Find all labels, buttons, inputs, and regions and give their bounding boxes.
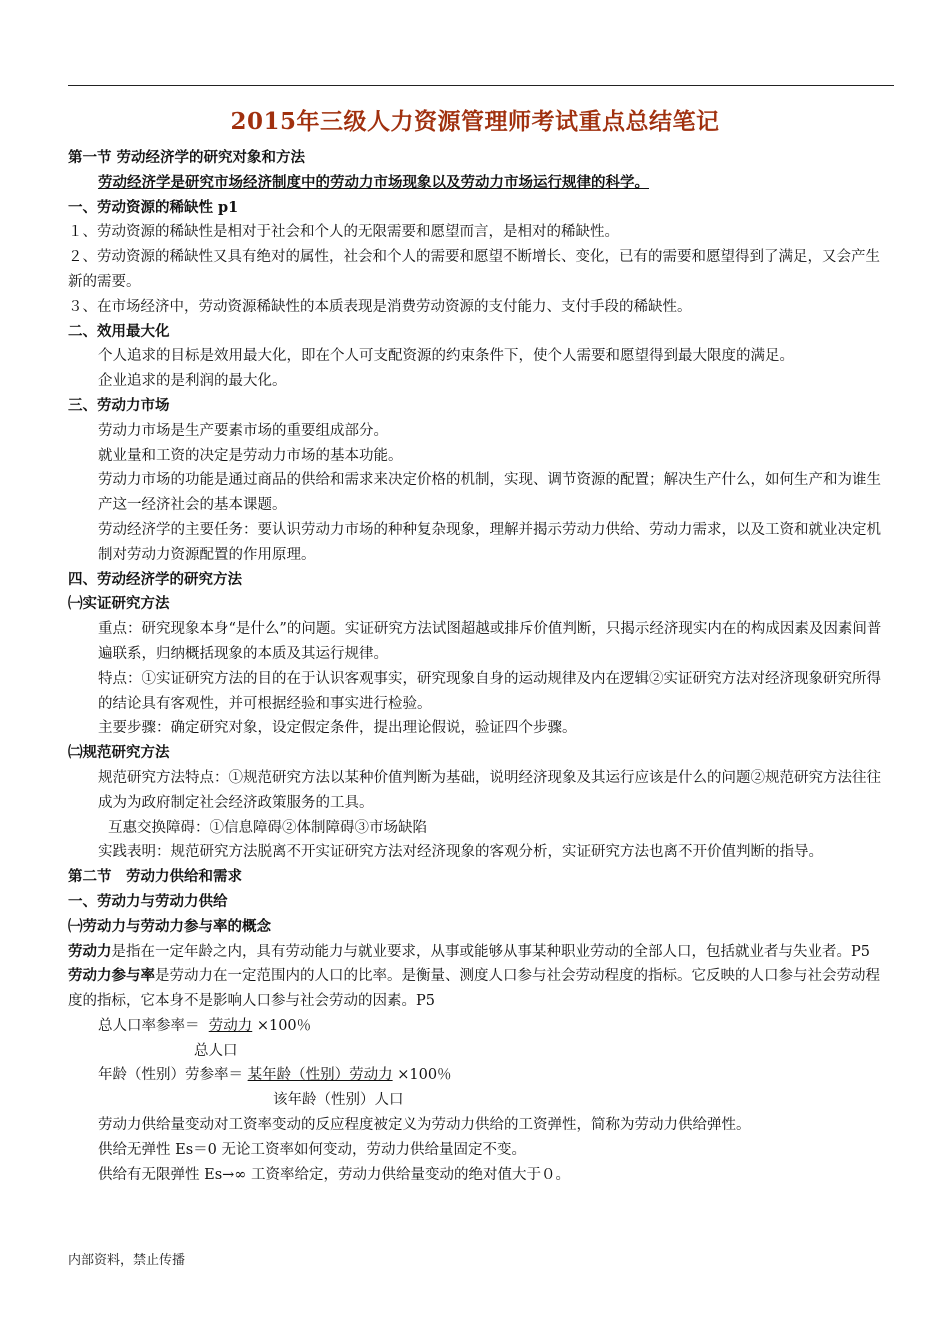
paragraph: 特点：①实证研究方法的目的在于认识客观事实，研究现象自身的运动规律及内在逻辑②实证研究方法对经济现象研究所得的结论具有客观性，并可根据经验和事实进行检验。 xyxy=(98,670,881,712)
formula-denominator: 总人口 xyxy=(194,1042,238,1059)
paragraph: 规范研究方法特点：①规范研究方法以某种价值判断为基础，说明经济现象及其运行应该是什么的问题②规范研究方法往往成为为政府制定社会经济政策服务的工具。 xyxy=(98,769,881,811)
formula-numerator: 某年龄（性别）劳动力 xyxy=(247,1067,393,1084)
document-body xyxy=(68,146,894,1187)
subsection-heading: 三、劳动力市场 xyxy=(68,396,170,414)
formula-numerator-line xyxy=(68,1063,894,1088)
subsection-heading: 一、劳动资源的稀缺性 p1 xyxy=(68,198,239,216)
formula-numerator: 劳动力 xyxy=(208,1017,253,1034)
formula-label: 年龄（性别）劳参率＝ xyxy=(98,1067,243,1084)
method-heading: ㈡规范研究方法 xyxy=(68,744,170,762)
paragraph: 个人追求的目标是效用最大化，即在个人可支配资源的约束条件下，使个人需要和愿望得到最大限度的满足。 xyxy=(98,348,794,365)
paragraph: 供给有无限弹性 Es→∞ 工资率给定，劳动力供给量变动的绝对值大于０。 xyxy=(98,1166,570,1183)
paragraph: 主要步骤：确定研究对象，设定假定条件，提出理论假说，验证四个步骤。 xyxy=(98,720,577,737)
paragraph: 劳动经济学的主要任务：要认识劳动力市场的种种复杂现象，理解并揭示劳动力供给、劳动力需求，以及工资和就业决定机制对劳动力资源配置的作用原理。 xyxy=(98,521,881,563)
subsection-heading: 二、效用最大化 xyxy=(68,322,170,340)
paragraph: １、劳动资源的稀缺性是相对于社会和个人的无限需要和愿望而言，是相对的稀缺性。 xyxy=(68,224,619,241)
paragraph: 供给无弹性 Es＝0 无论工资率如何变动，劳动力供给量固定不变。 xyxy=(98,1141,526,1158)
method-heading: ㈠实证研究方法 xyxy=(68,595,170,613)
definition-text: 是劳动力在一定范围内的人口的比率。是衡量、测度人口参与社会劳动程度的指标。它反映的人口参与社会劳动程度的指标，它本身不是影响人口参与社会劳动的因素。P5 xyxy=(68,968,880,1010)
definition-line: 劳动经济学是研究市场经济制度中的劳动力市场现象以及劳动力市场运行规律的科学。 xyxy=(98,173,649,191)
paragraph xyxy=(68,940,894,965)
paragraph: ３、在市场经济中，劳动资源稀缺性的本质表现是消费劳动资源的支付能力、支付手段的稀缺性。 xyxy=(68,298,692,315)
paragraph: 劳动力市场的功能是通过商品的供给和需求来决定价格的机制，实现、调节资源的配置；解决生产什么，如何生产和为谁生产这一经济社会的基本课题。 xyxy=(98,472,881,514)
term-participation-rate: 劳动力参与率 xyxy=(68,967,155,985)
paragraph: 重点：研究现象本身“是什么”的问题。实证研究方法试图超越或排斥价值判断，只揭示经济现实内在的构成因素及因素间普遍联系，归纳概括现象的本质及其运行规律。 xyxy=(98,621,882,662)
section-heading: 第二节 劳动力供给和需求 xyxy=(68,868,242,886)
formula-multiplier: ×100％ xyxy=(397,1067,452,1084)
footer-note: 内部资料，禁止传播 xyxy=(68,1253,186,1268)
header-rule xyxy=(68,85,894,86)
concept-heading: ㈠劳动力与劳动力参与率的概念 xyxy=(68,917,271,935)
paragraph: 实践表明：规范研究方法脱离不开实证研究方法对经济现象的客观分析，实证研究方法也离不开价值判断的指导。 xyxy=(98,844,823,861)
term-labor-force: 劳动力 xyxy=(68,942,112,960)
paragraph: 企业追求的是利润的最大化。 xyxy=(98,373,287,390)
formula-label: 总人口率参率＝ xyxy=(98,1017,200,1034)
paragraph: 劳动力市场是生产要素市场的重要组成部分。 xyxy=(98,422,388,439)
formula-numerator-line xyxy=(68,1014,894,1039)
paragraph: ２、劳动资源的稀缺性又具有绝对的属性，社会和个人的需要和愿望不断增长、变化，已有的需要和愿望得到了满足，又会产生新的需要。 xyxy=(68,249,880,290)
paragraph: 就业量和工资的决定是劳动力市场的基本功能。 xyxy=(98,447,403,464)
paragraph xyxy=(68,964,894,1014)
formula-denominator: 该年龄（性别）人口 xyxy=(273,1092,404,1109)
definition-text: 是指在一定年龄之内，具有劳动能力与就业要求，从事或能够从事某种职业劳动的全部人口，包括就业者与失业者。P5 xyxy=(111,943,870,960)
formula-multiplier: ×100％ xyxy=(256,1017,312,1034)
paragraph: 劳动力供给量变动对工资率变动的反应程度被定义为劳动力供给的工资弹性，简称为劳动力供给弹性。 xyxy=(98,1117,751,1134)
section-heading: 第一节 劳动经济学的研究对象和方法 xyxy=(68,149,306,166)
document-title: 2015年三级人力资源管理师考试重点总结笔记 xyxy=(230,108,720,135)
paragraph: 互惠交换障碍：①信息障碍②体制障碍③市场缺陷 xyxy=(108,819,427,836)
subsection-heading: 一、劳动力与劳动力供给 xyxy=(68,892,228,910)
subsection-heading: 四、劳动经济学的研究方法 xyxy=(68,570,242,588)
